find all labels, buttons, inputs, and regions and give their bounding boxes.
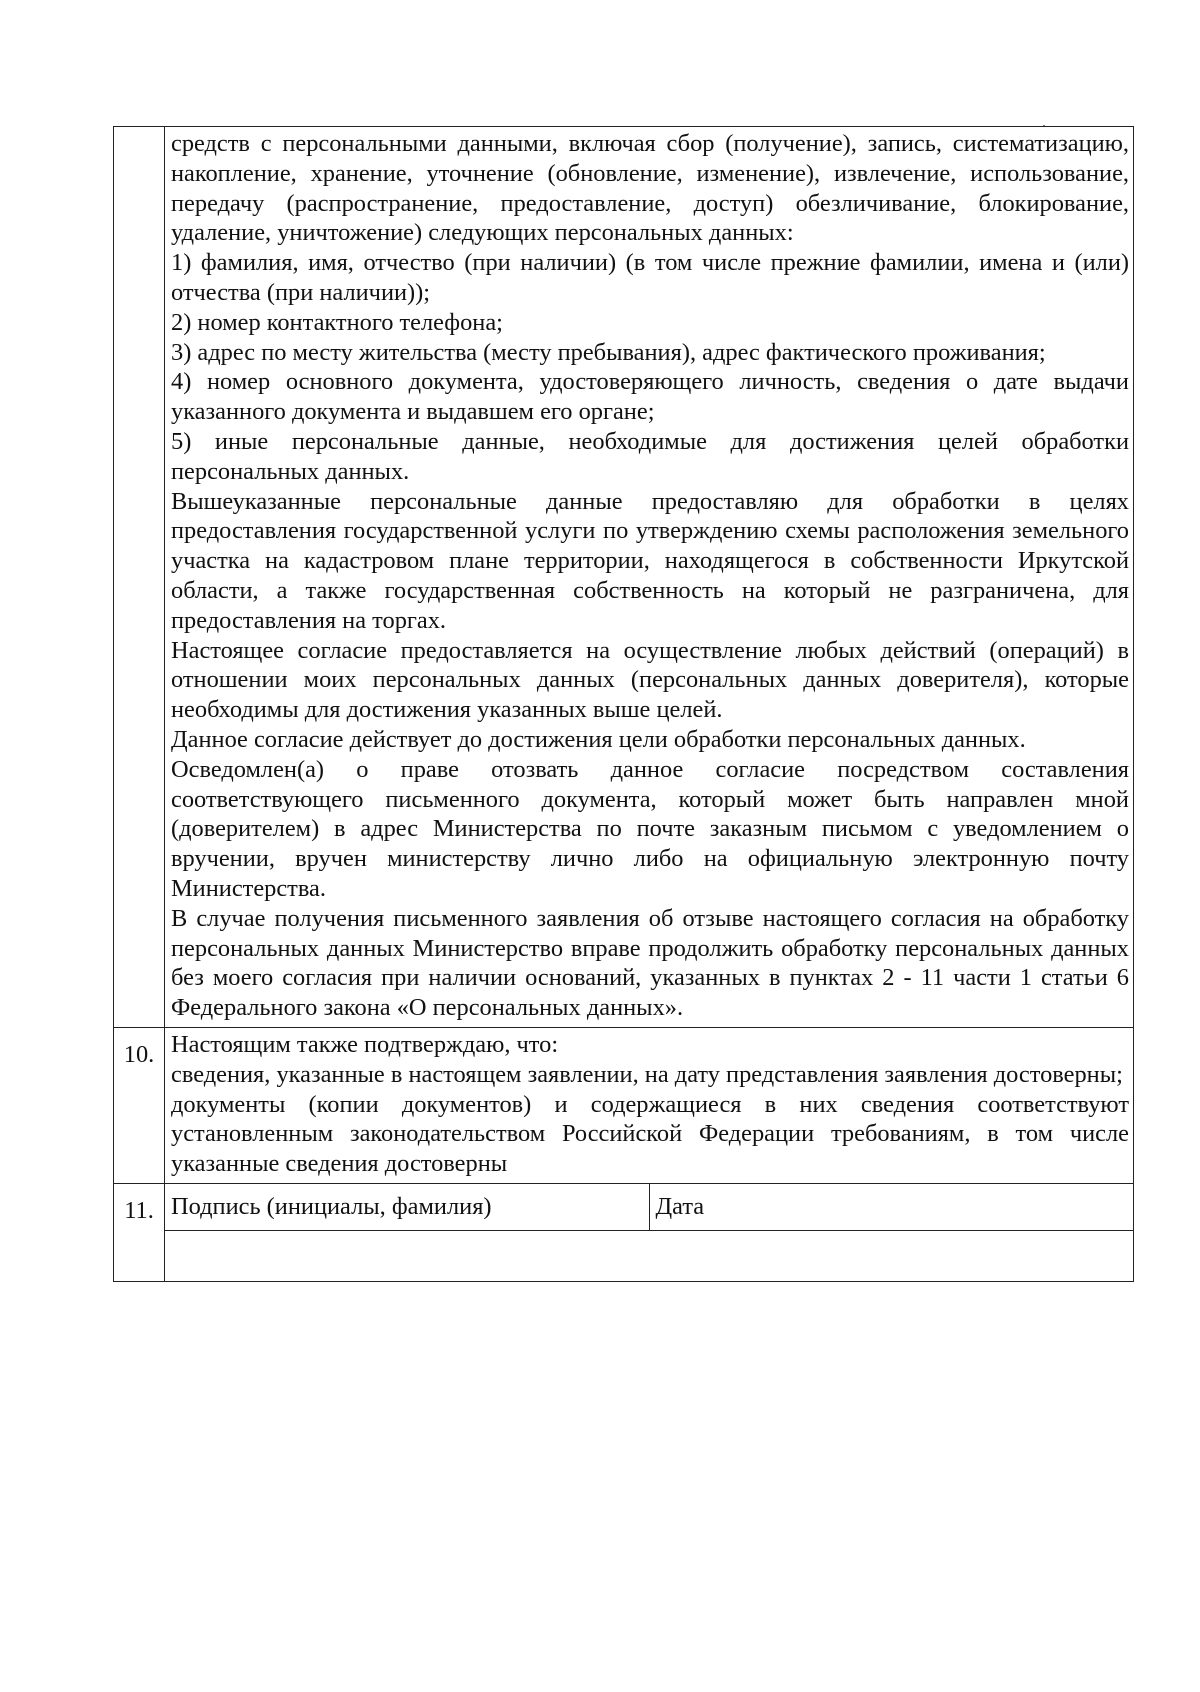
application-form-table [113, 126, 1134, 1282]
date-label: Дата [655, 1192, 705, 1220]
row-number-text: 11. [124, 1196, 154, 1224]
consent-paragraph: 4) номер основного документа, удостоверяющего личность, сведения о дате выдачи указанного документа и выдавшем его органе; [171, 368, 1129, 426]
confirmation-text-cell [165, 1027, 1134, 1183]
row-item-11-labels [114, 1183, 1134, 1230]
consent-paragraph: В случае получения письменного заявления об отзыве настоящего согласия на обработку персональных данных Министерство вправе продолжить обработку персональных данных без моего согласия при наличии оснований, указанных в пунктах 2 - 11 части 1 статьи 6 Федерального закона «О персональных данных». [171, 904, 1129, 1022]
row-number-10 [114, 1027, 165, 1183]
consent-paragraph: Вышеуказанные персональные данные предоставляю для обработки в целях предоставления государственной услуги по утверждению схемы расположения земельного участка на кадастровом плане территории, находящегося в собственности Иркутской области, а также государственная собственность на который не разграничена, для предоставления на торгах. [171, 487, 1129, 634]
consent-paragraph: 1) фамилия, имя, отчество (при наличии) (в том числе прежние фамилии, имена и (или) отчества (при наличии)); [171, 249, 1129, 306]
confirmation-paragraph: документы (копии документов) и содержащиеся в них сведения соответствуют установленным законодательством Российской Федерации требованиям, в том числе указанные сведения достоверны [171, 1090, 1129, 1178]
consent-paragraph: Данное согласие действует до достижения цели обработки персональных данных. [171, 725, 1026, 753]
row-item-10 [114, 1027, 1134, 1183]
signature-fill-field[interactable] [165, 1230, 1134, 1281]
consent-paragraph: средств с персональными данными, включая сбор (получение), запись, систематизацию, накопление, хранение, уточнение (обновление, изменение), извлечение, использование, передачу (распространение, предоставление, доступ) обезличивание, блокирование, удаление, уничтожение) следующих персональных данных: [171, 130, 1129, 247]
row-item-11-fill [114, 1230, 1134, 1281]
consent-paragraph: Настоящее согласие предоставляется на осуществление любых действий (операций) в отношении моих персональных данных (персональных данных доверителя), которые необходимы для достижения указанных выше целей. [171, 636, 1129, 724]
date-label-cell [649, 1183, 1134, 1230]
consent-paragraph: Осведомлен(а) о праве отозвать данное согласие посредством составления соответствующего письменного документа, который может быть направлен мной (доверителем) в адрес Министерства по почте заказным письмом с уведомлением о вручении, вручен министерству лично либо на официальную электронную почту Министерства. [171, 755, 1129, 902]
confirmation-paragraph: Настоящим также подтверждаю, что: [171, 1030, 559, 1058]
signature-label-cell [165, 1183, 650, 1230]
signature-label: Подпись (инициалы, фамилия) [171, 1192, 492, 1220]
consent-paragraph: 2) номер контактного телефона; [171, 308, 503, 336]
row-consent-continuation [114, 127, 1134, 1028]
consent-paragraph: 3) адрес по месту жительства (месту пребывания), адрес фактического проживания; [171, 338, 1046, 366]
row-number-11 [114, 1183, 165, 1281]
row-number-empty [114, 127, 165, 1028]
row-number-text: 10. [123, 1040, 155, 1068]
consent-paragraph: 5) иные персональные данные, необходимые для достижения целей обработки персональных данных. [171, 427, 1129, 485]
consent-text-cell [165, 127, 1134, 1028]
confirmation-paragraph: сведения, указанные в настоящем заявлении, на дату представления заявления достоверны; [171, 1060, 1123, 1088]
